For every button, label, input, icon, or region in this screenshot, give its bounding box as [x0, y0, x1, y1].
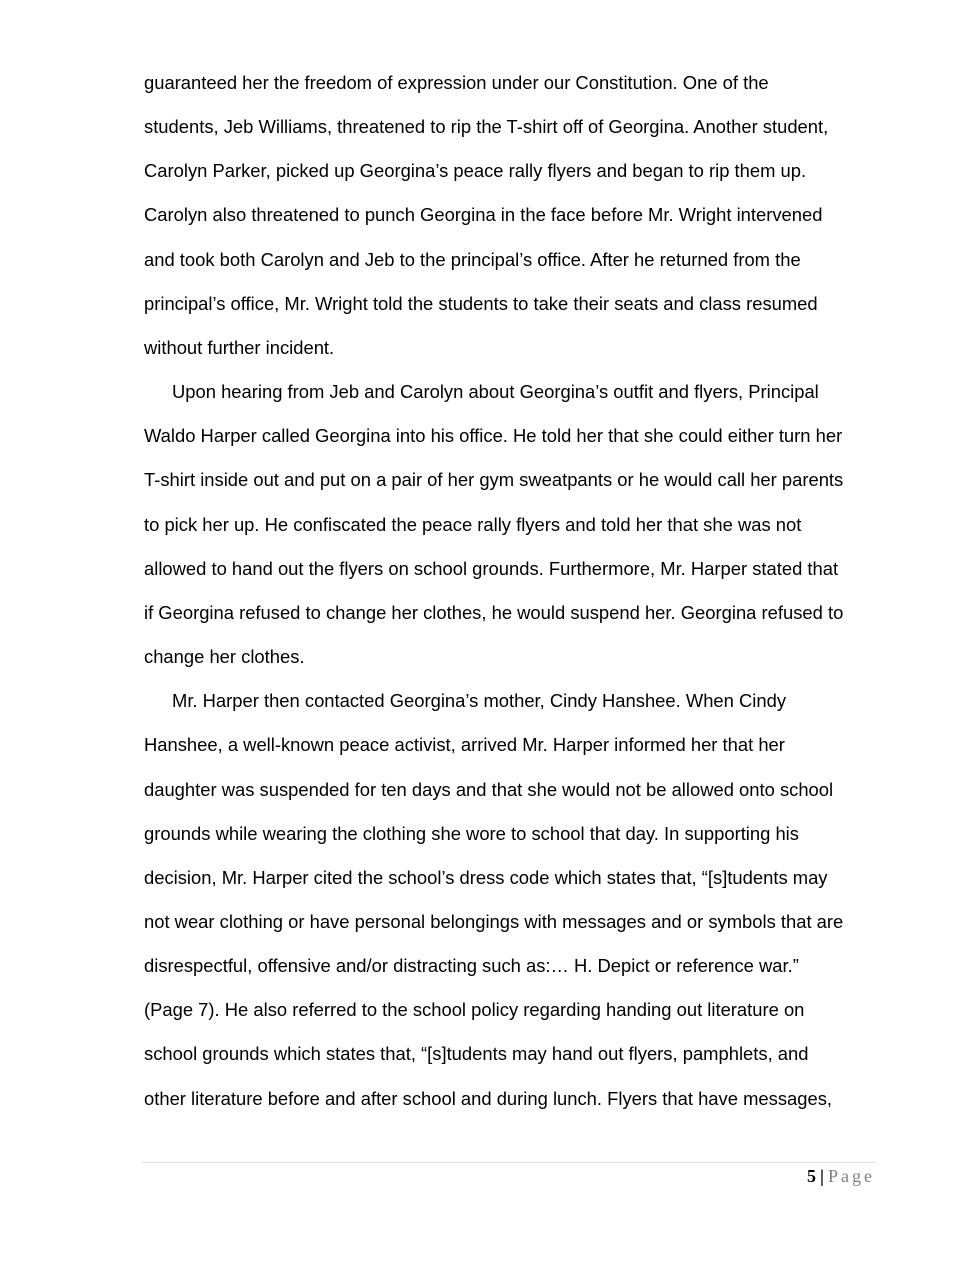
text-line: school grounds which states that, “[s]tudents may hand out flyers, pamphlets, and: [144, 1043, 809, 1065]
text-line: Mr. Harper then contacted Georgina’s mother, Cindy Hanshee. When Cindy: [172, 690, 787, 712]
text-line: students, Jeb Williams, threatened to rip the T-shirt off of Georgina. Another student,: [144, 116, 829, 138]
text-line: allowed to hand out the flyers on school grounds. Furthermore, Mr. Harper stated that: [144, 557, 839, 579]
text-line: principal’s office, Mr. Wright told the students to take their seats and class resumed: [144, 292, 818, 314]
text-line: and took both Carolyn and Jeb to the principal’s office. After he returned from the: [144, 248, 801, 270]
footer-divider: [142, 1162, 877, 1163]
text-line: without further incident.: [144, 336, 335, 358]
text-line: change her clothes.: [144, 646, 305, 668]
text-line: if Georgina refused to change her clothes, he would suspend her. Georgina refused to: [144, 601, 844, 623]
text-line: decision, Mr. Harper cited the school’s dress code which states that, “[s]tudents may: [144, 866, 828, 888]
text-line: Carolyn also threatened to punch Georgina in the face before Mr. Wright intervened: [144, 204, 823, 226]
text-line: to pick her up. He confiscated the peace rally flyers and told her that she was not: [144, 513, 802, 535]
page-separator: |: [820, 1166, 824, 1186]
paragraph-1: [144, 61, 879, 370]
paragraph-3: [144, 679, 879, 1121]
page-label: Page: [828, 1166, 875, 1186]
text-line: Hanshee, a well-known peace activist, arrived Mr. Harper informed her that her: [144, 734, 785, 756]
text-line: disrespectful, offensive and/or distracting such as:… H. Depict or reference war.”: [144, 955, 799, 977]
page-footer: [807, 1164, 875, 1188]
text-line: Waldo Harper called Georgina into his office. He told her that she could either turn her: [144, 425, 843, 447]
text-line: Upon hearing from Jeb and Carolyn about Georgina’s outfit and flyers, Principal: [172, 381, 819, 403]
text-line: guaranteed her the freedom of expression under our Constitution. One of the: [144, 72, 769, 93]
text-line: (Page 7). He also referred to the school policy regarding handing out literature on: [144, 999, 805, 1021]
text-line: daughter was suspended for ten days and that she would not be allowed onto school: [144, 778, 834, 800]
body-text: [144, 61, 879, 1121]
text-line: Carolyn Parker, picked up Georgina’s peace rally flyers and began to rip them up.: [144, 160, 807, 182]
text-line: other literature before and after school and during lunch. Flyers that have messages,: [144, 1087, 832, 1109]
paragraph-2: [144, 370, 879, 679]
text-line: grounds while wearing the clothing she wore to school that day. In supporting his: [144, 822, 799, 844]
text-line: T-shirt inside out and put on a pair of her gym sweatpants or he would call her parents: [144, 469, 844, 491]
page-number: 5: [807, 1166, 817, 1186]
text-line: not wear clothing or have personal belongings with messages and or symbols that are: [144, 910, 844, 932]
